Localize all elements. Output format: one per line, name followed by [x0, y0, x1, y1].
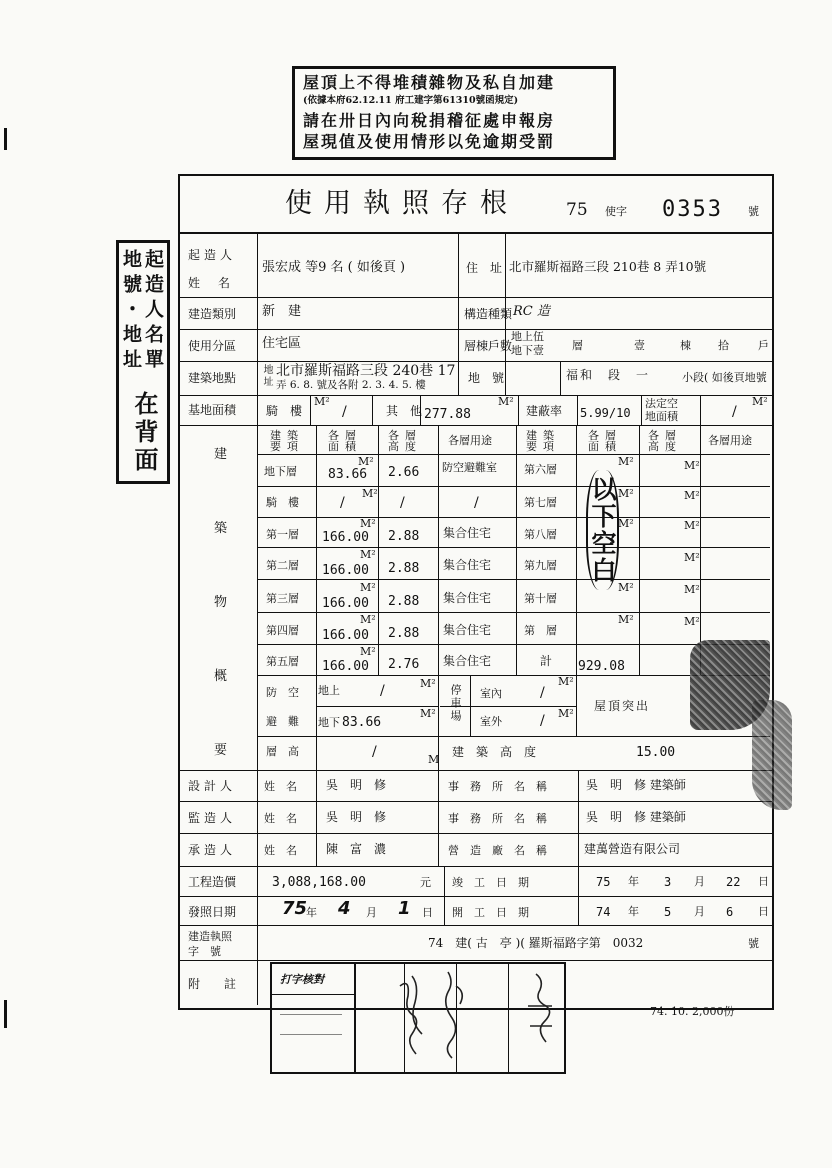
floor-row-total: 計: [540, 654, 553, 668]
floor-height: /: [400, 495, 405, 511]
print-note: 74. 10. 2,000份: [650, 1005, 735, 1018]
floor-height: 2.88: [388, 529, 420, 544]
shelter-below-label: 地下: [318, 716, 340, 729]
parking-indoor-label: 室內: [480, 687, 502, 700]
side-stamp-col-1: 起造人名單: [142, 249, 164, 374]
building-side-label-5: 要: [214, 743, 228, 758]
unit-mark: M²: [684, 519, 700, 532]
margin-mark: [4, 128, 7, 150]
unit-mark: M²: [618, 581, 634, 594]
designer-firm-label: 事 務 所 名 稱: [448, 780, 547, 793]
open-space-label-1: 法定空: [645, 397, 678, 410]
unit-mark: M²: [362, 487, 378, 500]
other-value: 277.88: [424, 407, 471, 422]
issue-day: 1: [398, 898, 411, 919]
col-area-2-right: 面積: [588, 440, 622, 453]
other-label: 其 他: [386, 404, 423, 418]
building-height-label: 建 築 高 度: [452, 745, 537, 759]
unit-mark: M²: [618, 487, 634, 500]
col-item-1: 建築: [270, 429, 304, 442]
issue-year: 75: [282, 898, 308, 919]
site-prefix: 地址: [261, 364, 272, 388]
col-item-2-right: 要項: [526, 440, 560, 453]
col-height-1: 各層: [388, 429, 422, 442]
unit-mark: M²: [360, 581, 376, 594]
coverage-label: 建蔽率: [526, 404, 563, 418]
unit-mark: M²: [684, 489, 700, 502]
notice-line-3: 請在卅日內向稅捐稽征處申報房: [303, 111, 556, 130]
supervisor-firm: 吳 明 修 建築師: [586, 810, 686, 824]
cost-value: 3,088,168.00: [272, 875, 366, 890]
floor-height: 2.88: [388, 561, 420, 576]
floors-below: 地下壹: [511, 344, 544, 357]
building-side-label-4: 概: [214, 669, 228, 684]
arcade-label: 騎 樓: [266, 404, 303, 418]
lot-subsection: 小段: [682, 371, 704, 384]
cost-label: 工程造價: [188, 875, 237, 889]
designer-label: 設計人: [188, 779, 237, 793]
building-side-label-3: 物: [214, 595, 228, 610]
floors-label: 層棟戶數: [464, 339, 513, 353]
floor-use: 集合住宅: [443, 623, 492, 637]
floor-name: 第四層: [266, 624, 299, 637]
unit-mark: M²: [360, 613, 376, 626]
unit-mark: M²: [684, 459, 700, 472]
start-month-word: 月: [694, 905, 705, 918]
notice-line-4: 屋現值及使用情形以免逾期受罰: [303, 132, 556, 151]
floor-height: 2.88: [388, 594, 420, 609]
contractor-name-label: 姓 名: [264, 844, 297, 857]
supervisor-firm-label: 事 務 所 名 稱: [448, 812, 547, 825]
lot-section: 福和 段 一: [566, 368, 651, 382]
roof-protrusion-label: 屋頂突出: [594, 699, 651, 713]
completion-month: 3: [664, 875, 672, 889]
form-title: 使用執照存根: [285, 188, 519, 219]
floor-height: 2.76: [388, 657, 420, 672]
completion-year: 75: [596, 875, 611, 889]
notice-stamp: [292, 66, 616, 160]
zone-value: 住宅區: [262, 336, 302, 351]
supervisor-name: 吳 明 修: [326, 810, 387, 824]
issue-label: 發照日期: [188, 905, 237, 919]
unit-mark: M²: [558, 675, 574, 688]
contractor-firm-label: 營 造 廠 名 稱: [448, 844, 547, 857]
designer-name: 吳 明 修: [326, 778, 387, 792]
handwritten-signatures: [360, 966, 560, 1066]
issue-month: 4: [338, 898, 351, 919]
designer-name-label: 姓 名: [264, 780, 297, 793]
start-day-word: 日: [758, 905, 769, 918]
unit-mark: M²: [360, 645, 376, 658]
unit-mark: M²: [618, 613, 634, 626]
building-side-label-2: 築: [214, 521, 228, 536]
ink-smudge: [752, 700, 792, 810]
floor-area: 166.00: [322, 659, 369, 674]
shelter-label-2: 避 難: [266, 715, 299, 728]
permit-ref-label-2: 字 號: [188, 945, 221, 958]
floor-use: 集合住宅: [443, 526, 492, 540]
floor-use: 集合住宅: [443, 654, 492, 668]
issue-month-word: 月: [366, 906, 377, 919]
start-year-word: 年: [628, 905, 639, 918]
other-unit: M²: [498, 395, 514, 408]
zone-label: 使用分區: [188, 339, 237, 353]
coverage-value: 5.99/10: [580, 406, 631, 420]
open-space-unit: M²: [752, 395, 768, 408]
contractor-label: 承造人: [188, 843, 237, 857]
permit-number: 0353: [662, 197, 723, 222]
arcade-value: /: [342, 404, 347, 420]
start-date-label: 開 工 日 期: [452, 906, 529, 919]
issue-day-word: 日: [422, 906, 433, 919]
col-height-1-right: 各層: [648, 429, 682, 442]
shelter-above-value: /: [380, 683, 385, 699]
col-use-right: 各層用途: [708, 434, 752, 447]
floor-area: 166.00: [322, 563, 369, 578]
cost-unit: 元: [420, 876, 431, 889]
parking-indoor-value: /: [540, 685, 545, 701]
floor-word: 層: [572, 339, 583, 352]
floor-row-9: 第九層: [524, 559, 557, 572]
type-label: 建造類別: [188, 307, 237, 321]
owner-value: 張宏成 等9 名 ( 如後頁 ): [262, 260, 406, 275]
side-stamp-col-2: 地號・地址: [120, 249, 142, 374]
completion-month-word: 月: [694, 875, 705, 888]
floor-height: 2.66: [388, 465, 420, 480]
issue-year-word: 年: [306, 906, 317, 919]
building-count: 壹: [634, 339, 645, 352]
floor-area: 166.00: [322, 530, 369, 545]
bottom-stamp-head: 打字核對: [280, 973, 324, 986]
floor-height: 2.88: [388, 626, 420, 641]
start-day: 6: [726, 905, 734, 919]
completion-day-word: 日: [758, 875, 769, 888]
floor-area: 166.00: [322, 628, 369, 643]
permit-ref-value: 74 建( 古 亭 )( 羅斯福路字第 0032: [428, 936, 644, 950]
unit-count: 拾: [718, 339, 729, 352]
site-address-1: 北市羅斯福路三段 240巷 17: [276, 363, 456, 379]
supervisor-name-label: 姓 名: [264, 812, 297, 825]
col-item-2: 要項: [270, 440, 304, 453]
floor-row-8: 第八層: [524, 528, 557, 541]
floor-use: 集合住宅: [443, 558, 492, 572]
shelter-above-label: 地上: [318, 684, 340, 697]
unit-mark: M²: [360, 517, 376, 530]
arcade-unit: M²: [314, 395, 330, 408]
owner-label-2: 姓名: [188, 276, 249, 290]
contractor-name: 陳 富 濃: [326, 842, 387, 856]
col-area-1: 各層: [328, 429, 362, 442]
contractor-firm: 建萬營造有限公司: [584, 842, 681, 856]
col-height-2: 高度: [388, 440, 422, 453]
floor-area: 83.66: [328, 467, 368, 482]
floor-row-6: 第六層: [524, 463, 557, 476]
unit-mark: M²: [618, 517, 634, 530]
floor-use: /: [474, 495, 479, 511]
structure-value: RC 造: [513, 304, 550, 319]
unit-mark: M²: [420, 707, 436, 720]
floor-name: 第五層: [266, 655, 299, 668]
shelter-below-value: 83.66: [342, 715, 382, 730]
unit-mark: M²: [684, 551, 700, 564]
floor-row-10: 第十層: [524, 592, 557, 605]
address-value: 北市羅斯福路三段 210巷 8 弄10號: [509, 259, 707, 274]
unit-word: 戶: [758, 339, 769, 352]
shelter-label-1: 防 空: [266, 686, 299, 699]
floor-use: 防空避難室: [442, 461, 497, 474]
building-side-label-1: 建: [214, 447, 228, 462]
floor-row-7: 第七層: [524, 496, 557, 509]
area-label: 基地面積: [188, 403, 237, 417]
notice-line-1: 屋頂上不得堆積雜物及私自加建: [303, 73, 556, 92]
lot-label: 地 號: [468, 371, 505, 385]
lot-note: ( 如後頁地號: [704, 371, 767, 384]
permit-word: 使字: [605, 205, 627, 218]
col-area-1-right: 各層: [588, 429, 622, 442]
parking-outdoor-label: 室外: [480, 715, 502, 728]
floor-row-blank: 第 層: [524, 624, 557, 637]
permit-ref-label-1: 建造執照: [188, 930, 232, 943]
floor-use: 集合住宅: [443, 591, 492, 605]
floor-height-label: 層 高: [266, 745, 299, 758]
type-value: 新 建: [262, 304, 302, 319]
unit-mark: M²: [684, 583, 700, 596]
blank-note: 以下空白: [586, 470, 619, 590]
address-label: 住 址: [466, 261, 503, 275]
floor-name: 騎 樓: [266, 496, 299, 509]
parking-outdoor-value: /: [540, 713, 545, 729]
notice-line-2: (依據本府62.12.11 府工建字第61310號函規定): [303, 95, 519, 106]
unit-mark: M²: [618, 455, 634, 468]
floor-height-value: /: [372, 744, 377, 760]
floor-name: 第一層: [266, 528, 299, 541]
total-area: 929.08: [578, 659, 625, 674]
floor-name: 第三層: [266, 592, 299, 605]
col-use: 各層用途: [448, 434, 492, 447]
completion-day: 22: [726, 875, 741, 889]
start-month: 5: [664, 905, 672, 919]
unit-mark: M²: [420, 677, 436, 690]
completion-label: 竣 工 日 期: [452, 876, 529, 889]
side-stamp: [116, 240, 170, 484]
completion-year-word: 年: [628, 875, 639, 888]
col-height-2-right: 高度: [648, 440, 682, 453]
col-item-1-right: 建築: [526, 429, 560, 442]
structure-label: 構造種類: [464, 307, 513, 321]
unit-mark: M²: [358, 455, 374, 468]
permit-year: 75: [566, 200, 588, 220]
margin-mark: [4, 1000, 7, 1028]
notes-label: 附 註: [188, 977, 243, 991]
parking-label: 停車場: [449, 684, 462, 723]
floor-area: 166.00: [322, 596, 369, 611]
start-year: 74: [596, 905, 611, 919]
building-word: 棟: [680, 339, 691, 352]
unit-mark: M²: [684, 615, 700, 628]
floor-area: /: [340, 495, 345, 511]
unit-mark-m: M: [428, 753, 440, 766]
designer-firm: 吳 明 修 建築師: [586, 778, 686, 792]
building-height-value: 15.00: [636, 745, 676, 760]
owner-label-1: 起造人: [188, 248, 237, 262]
floor-name: 第二層: [266, 559, 299, 572]
supervisor-label: 監造人: [188, 811, 237, 825]
col-area-2: 面積: [328, 440, 362, 453]
unit-mark: M²: [360, 548, 376, 561]
side-stamp-col-3: 在背面: [130, 391, 158, 475]
permit-suffix: 號: [748, 205, 759, 218]
floors-above: 地上伍: [511, 330, 544, 343]
open-space-value: /: [732, 404, 737, 420]
open-space-label-2: 地面積: [645, 410, 678, 423]
site-address-2: 弄 6. 8. 號及各附 2. 3. 4. 5. 樓: [276, 379, 426, 391]
permit-ref-suffix: 號: [748, 937, 759, 950]
floor-name: 地下層: [264, 465, 297, 478]
site-label: 建築地點: [188, 371, 237, 385]
unit-mark: M²: [558, 707, 574, 720]
